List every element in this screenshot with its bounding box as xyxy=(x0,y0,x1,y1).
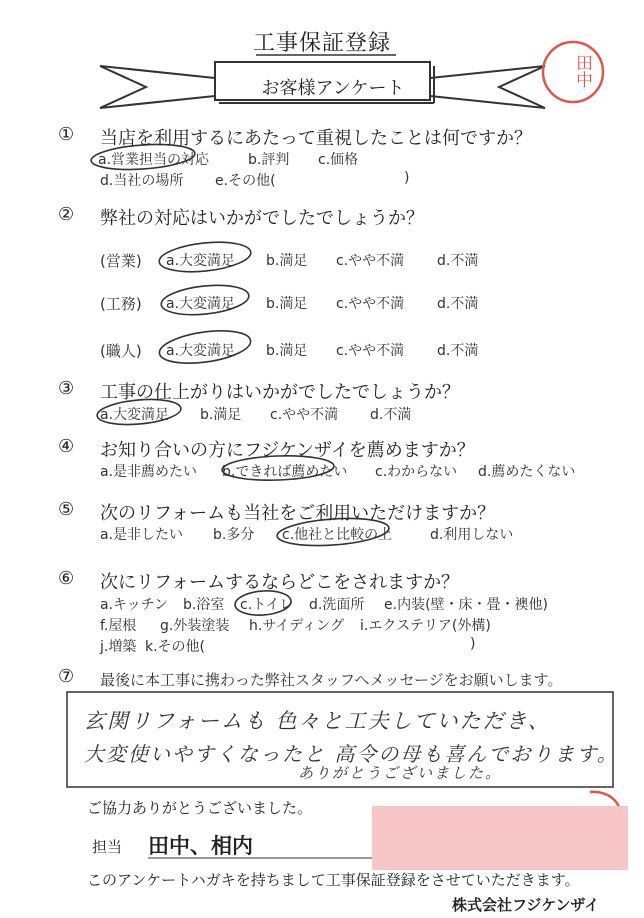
q4-option-a[interactable]: a.是非薦めたい xyxy=(100,464,198,480)
q3-question: 工事の仕上がりはいかがでしたでしょうか？ xyxy=(100,382,460,403)
q4-option-d[interactable]: d.薦めたくない xyxy=(478,464,576,480)
q6-option-g[interactable]: g.外装塗装 xyxy=(160,618,230,634)
q3-option-c[interactable]: c.やや不満 xyxy=(270,407,339,423)
redacted-area xyxy=(372,806,628,870)
q6-option-f[interactable]: f.屋根 xyxy=(100,618,137,634)
q2-sales-c[interactable]: c.やや不満 xyxy=(336,253,405,269)
footer-note: このアンケートハガキを持ちまして工事保証登録をさせていただきます。 xyxy=(87,871,580,889)
q4-question: お知り合いの方にフジケンザイを薦めますか？ xyxy=(100,440,475,461)
q6-option-d[interactable]: d.洗面所 xyxy=(309,597,365,613)
q2-role-craftsman: (職人) xyxy=(100,342,142,360)
q2-role-construction: (工務) xyxy=(100,295,142,313)
q6-option-k[interactable]: k.その他( xyxy=(145,639,206,655)
q5-number: ⑤ xyxy=(58,499,75,520)
form-subtitle: お客様アンケート xyxy=(261,78,405,99)
q6-number: ⑥ xyxy=(58,568,75,589)
q2-craftsman-d[interactable]: d.不満 xyxy=(437,343,479,359)
q1-question: 当店を利用するにあたって重視したことは何ですか？ xyxy=(100,128,532,149)
thanks-text: ご協力ありがとうございました。 xyxy=(87,799,313,817)
form-title: 工事保証登録 xyxy=(252,31,391,56)
company-name: 株式会社フジケンザイ xyxy=(452,896,600,914)
q1-option-d[interactable]: d.当社の場所 xyxy=(100,173,184,189)
q6-option-k-close: ) xyxy=(470,636,476,652)
q2-sales-d[interactable]: d.不満 xyxy=(437,253,479,269)
q1-option-a[interactable]: a.営業担当の対応 xyxy=(98,152,210,168)
q6-option-e[interactable]: e.内装(壁・床・畳・襖他) xyxy=(384,597,548,613)
q2-sales-b[interactable]: b.満足 xyxy=(266,253,308,269)
message-line-3: ありがとうございました。 xyxy=(298,764,503,782)
q6-question: 次にリフォームするならどこをされますか？ xyxy=(100,572,460,593)
q2-sales-a[interactable]: a.大変満足 xyxy=(166,253,236,269)
q6-option-c[interactable]: c.トイレ xyxy=(240,597,294,613)
staff-names: 田中、相内 xyxy=(148,834,253,858)
q7-number: ⑦ xyxy=(58,666,75,687)
q6-option-b[interactable]: b.浴室 xyxy=(183,597,225,613)
q1-option-e-close: ) xyxy=(404,170,410,186)
message-line-2: 大変使いやすくなったと 高令の母も喜んでおります。 xyxy=(84,742,619,766)
q7-question: 最後に本工事に携わった弊社スタッフへメッセージをお願いします。 xyxy=(100,671,563,689)
q2-craftsman-a[interactable]: a.大変満足 xyxy=(166,343,236,359)
q2-craftsman-b[interactable]: b.満足 xyxy=(266,343,308,359)
q6-option-h[interactable]: h.サイディング xyxy=(249,618,344,634)
q1-option-c[interactable]: c.価格 xyxy=(318,152,359,168)
q1-option-b[interactable]: b.評判 xyxy=(248,152,290,168)
q2-construction-d[interactable]: d.不満 xyxy=(437,296,479,312)
stamp-text: 田中 xyxy=(572,54,592,88)
message-line-1: 玄関リフォームも 色々と工夫していただき、 xyxy=(84,709,551,733)
q4-option-c[interactable]: c.わからない xyxy=(375,464,458,480)
q3-option-a[interactable]: a.大変満足 xyxy=(100,407,170,423)
q6-option-i[interactable]: i.エクステリア(外構) xyxy=(360,618,491,634)
q5-question: 次のリフォームも当社をご利用いただけますか？ xyxy=(100,503,496,524)
q4-number: ④ xyxy=(58,436,75,457)
q3-option-b[interactable]: b.満足 xyxy=(200,407,242,423)
staff-label: 担当 xyxy=(92,838,123,856)
q1-option-e[interactable]: e.その他( xyxy=(215,173,276,189)
q6-option-j[interactable]: j.増築 xyxy=(100,639,137,655)
q2-construction-c[interactable]: c.やや不満 xyxy=(336,296,405,312)
q5-option-d[interactable]: d.利用しない xyxy=(430,527,514,543)
q2-construction-a[interactable]: a.大変満足 xyxy=(166,296,236,312)
q4-option-b[interactable]: b.できれば薦めたい xyxy=(222,464,348,480)
q3-option-d[interactable]: d.不満 xyxy=(370,407,412,423)
q2-number: ② xyxy=(58,204,75,225)
q1-number: ① xyxy=(58,124,75,145)
q5-option-a[interactable]: a.是非したい xyxy=(100,527,184,543)
q5-option-c[interactable]: c.他社と比較の上 xyxy=(282,527,393,543)
q2-role-sales: (営業) xyxy=(100,252,142,270)
q2-craftsman-c[interactable]: c.やや不満 xyxy=(336,343,405,359)
q6-option-a[interactable]: a.キッチン xyxy=(100,597,169,613)
q2-construction-b[interactable]: b.満足 xyxy=(266,296,308,312)
q2-question: 弊社の対応はいかがでしたでしょうか？ xyxy=(100,208,424,229)
q5-option-b[interactable]: b.多分 xyxy=(213,527,255,543)
q3-number: ③ xyxy=(58,378,75,399)
